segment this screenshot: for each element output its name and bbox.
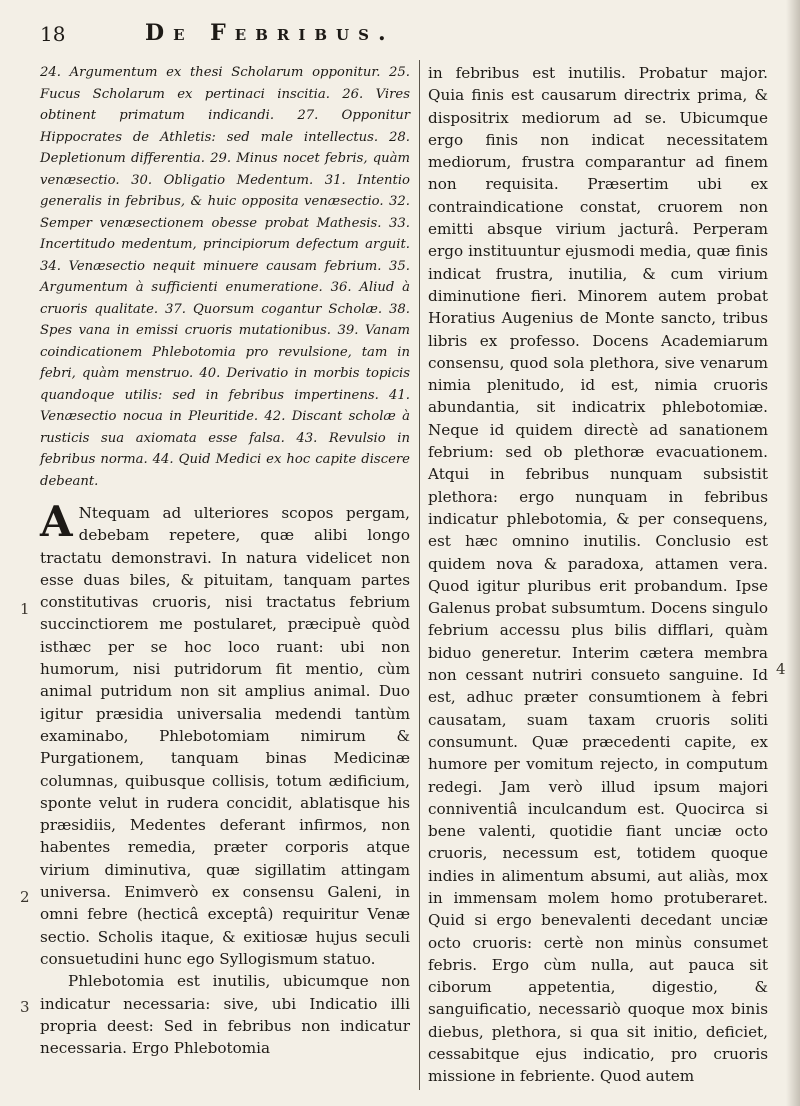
column-divider <box>419 60 420 1090</box>
right-column <box>428 62 768 1088</box>
chapter-summary: 24. Argumentum ex thesi Scholarum opponitur. 25. Fucus Scholarum ex pertinaci inscitia. 26. Vires obtinent primatum indicandi. 27. Opponitur Hippocrates de Athletis: sed male intellectus. 28. Depletionum differentia. 29. Minus nocet febris, quàm venæsectio. 30. Obligatio Medentum. 31. Intentio generalis in febribus, & huic opposita venæsectio. 32. Semper venæsectionem obesse probat Mathesis. 33. Incertitudo medentum, principiorum defectum arguit. 34. Venæsectio nequit minuere causam febrium. 35. Argumentum à sufficienti enumeratione. 36. Aliud à cruoris qualitate. 37. Quorsum cogantur Scholæ. 38. Spes vana in emissi cruoris mutationibus. 39. Vanam coindicationem Phlebotomia pro revulsione, tam in febri, quàm menstruo. 40. Derivatio in morbis topicis quandoque utilis: sed in febribus impertinens. 41. Venæsectio nocua in Pleuritide. 42. Discant scholæ à rusticis sua axiomata esse falsa. 43. Revulsio in febribus norma. 44. Quid Medici ex hoc capite discere debeant. <box>40 65 410 489</box>
paragraph: Phlebotomia est inutilis, ubicumque non indicatur necessaria: sive, ubi Indicatio illi propria deest: Sed in febribus non indicatur necessaria. Ergo Phlebotomia <box>40 972 410 1058</box>
margin-number: 4 <box>776 660 786 678</box>
page-number: 18 <box>40 22 66 46</box>
margin-number: 3 <box>20 998 30 1016</box>
page-header <box>40 20 770 50</box>
paragraph-text: Ntequam ad ulteriores scopos pergam, debebam repetere, quæ alibi longo tractatu demonstravi. In natura videlicet non esse duas biles, & pituitam, tanquam partes constitutivas cruoris, nisi tractatus febrium succinctiorem me postularet, præcipuè quòd isthæc per se hoc loco ruant: ubi non humorum, nisi putridorum fit mentio, cùm animal putridum non sit amplius animal. Duo igitur præsidia universalia medendi tantùm examinabo, Phlebotomiam nimirum & Purgationem, tanquam binas Medicinæ columnas, quibusque collisis, totum ædificium, sponte velut in rudera concidit, ablatisque his præsidiis, Medentes deferant infirmos, non habentes remedia, præter corporis atque virium diminutiva, quæ sigillatim attingam universa. Enimverò ex consensu Galeni, in omni febre (hecticâ exceptâ) requiritur Venæ sectio. Scholis itaque, & exitiosæ hujus seculi consuetudini hunc ego Syllogismum statuo. <box>40 504 410 968</box>
margin-number: 1 <box>20 600 30 618</box>
margin-number: 2 <box>20 888 30 906</box>
paragraph: in febribus est inutilis. Probatur major. Quia finis est causarum directrix prima, & dispositrix mediorum ad se. Ubicumque ergo finis non indicat necessitatem mediorum, frustra comparantur ad finem non requisita. Præsertim ubi ex contraindicatione constat, cruorem non emitti absque virium jacturâ. Perperam ergo instituuntur ejusmodi media, quæ finis indicat frustra, inutilia, & cum virium diminutione fieri. Minorem autem probat Horatius Augenius de Monte sancto, tribus libris ex professo. Docens Academiarum consensu, quod sola plethora, sive venarum nimia plenitudo, id est, nimia cruoris abundantia, sit indicatrix phlebotomiæ. Neque id quidem directè ad sanationem febrium: sed ob plethoræ evacuationem. Atqui in febribus nunquam subsistit plethora: ergo nunquam in febribus indicatur phlebotomia, & per consequens, est hæc omnino inutilis. Conclusio est quidem nova & paradoxa, attamen vera. Quod igitur pluribus erit probandum. Ipse Galenus probat subsumtum. Docens singulo febrium accessu plus bilis difflari, quàm biduo generetur. Interim cætera membra non cessant nutriri consueto sanguine. Id est, adhuc præter consumtionem à febri causatam, suam taxam cruoris soliti consumunt. Quæ præcedenti capite, ex humore per vomitum rejecto, in computum redegi. Jam verò illud ipsum majori conniventiâ inculcandum est. Quocirca si bene valenti, quotidie fiant unciæ octo cruoris, necessum est, totidem quoque indies in alimentum absumi, aut aliàs, mox in immensam molem homo protuberaret. Quid si ergo benevalenti decedant unciæ octo cruoris: certè non minùs consumet febris. Ergo cùm nulla, aut pauca sit ciborum appetentia, digestio, & sanguificatio, necessariò quoque mox binis diebus, plethora, si qua sit initio, deficiet, cessabitque ejus indicatio, pro cruoris missione in febriente. Quod autem <box>428 64 768 1086</box>
paragraph <box>40 497 410 970</box>
page-edge-shadow <box>786 0 800 1106</box>
left-column <box>40 62 410 1059</box>
running-title: De Febribus. <box>145 20 395 46</box>
drop-cap: A <box>40 497 73 546</box>
